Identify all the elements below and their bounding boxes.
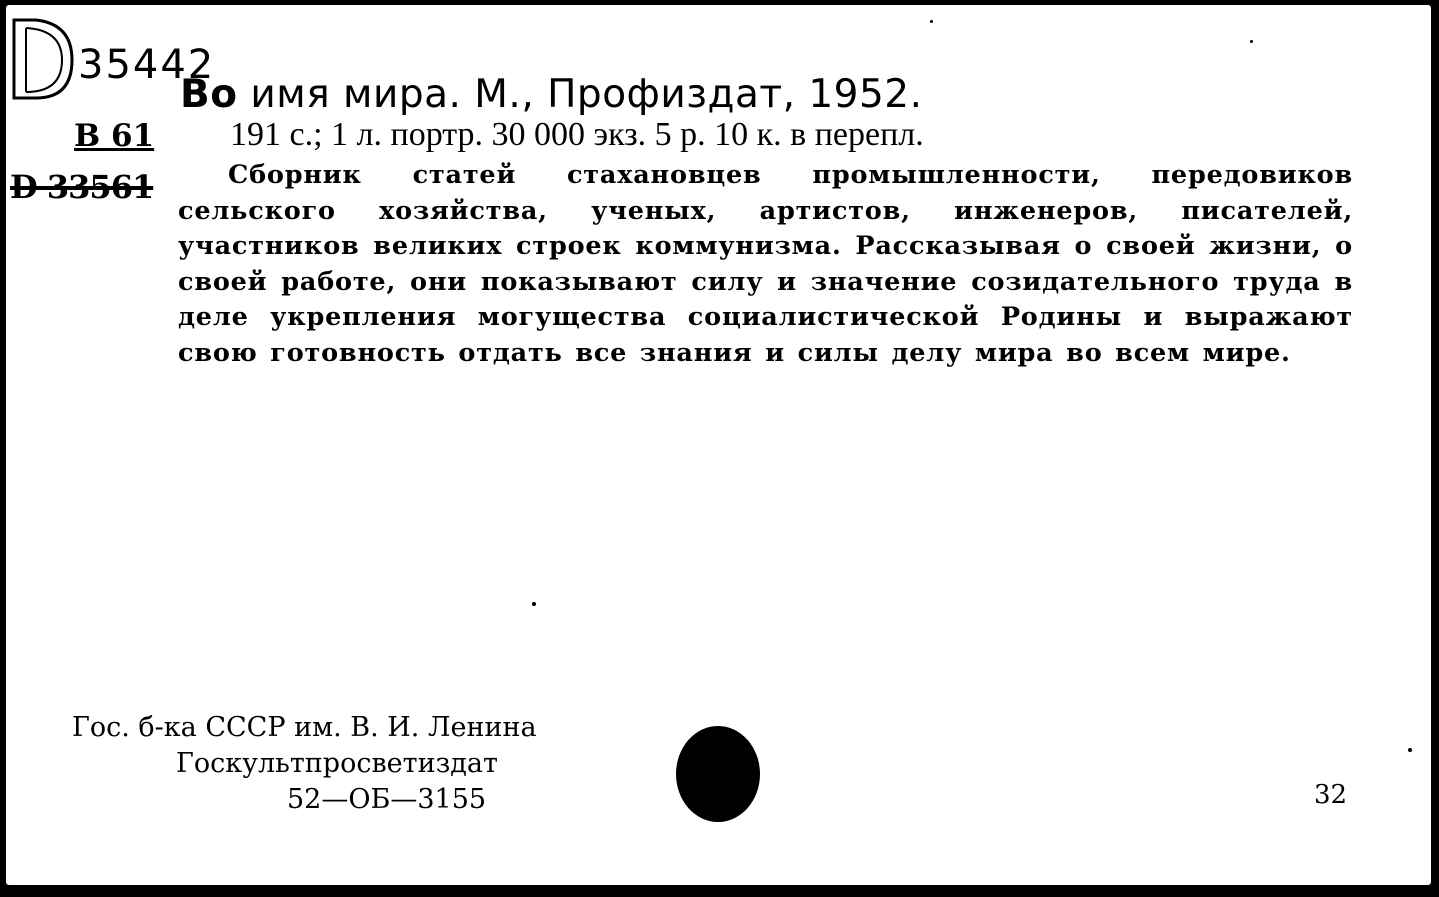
publisher-name: Госкультпросветиздат [176, 748, 498, 779]
title-bold-word: Во [180, 72, 238, 117]
book-title [180, 72, 923, 117]
handwritten-inventory-number: 35442 [78, 42, 216, 88]
scan-speck [532, 602, 536, 606]
shelf-mark-top: В 61 [74, 118, 155, 154]
card-number: 32 [1314, 780, 1348, 810]
bibliographic-details: 191 с.; 1 л. портр. 30 000 экз. 5 р. 10 к. в перепл. [230, 116, 924, 153]
annotation-text: Сборник статей стахановцев промышленности, передовиков сельского хозяйства, ученых, артистов, инженеров, писателей, участников великих строек коммунизма. Рассказывая о своей жизни, о своей работе, они показывают силу и значение созидательного труда в деле укрепления могущества социалистической Родины и выражают свою готовность отдать все знания и силы делу мира во всем мире. [178, 160, 1353, 368]
order-code: 52—ОБ—3155 [287, 784, 487, 815]
library-name: Гос. б-ка СССР им. В. И. Ленина [72, 712, 537, 743]
scan-speck [1408, 748, 1412, 752]
stamp-mark [8, 14, 78, 102]
title-rest: имя мира. М., Профиздат, 1952. [237, 72, 923, 117]
scan-speck [1250, 40, 1253, 43]
scan-speck [930, 20, 933, 23]
punch-hole [676, 726, 760, 822]
shelf-mark-bottom: D 33561 [10, 168, 154, 206]
